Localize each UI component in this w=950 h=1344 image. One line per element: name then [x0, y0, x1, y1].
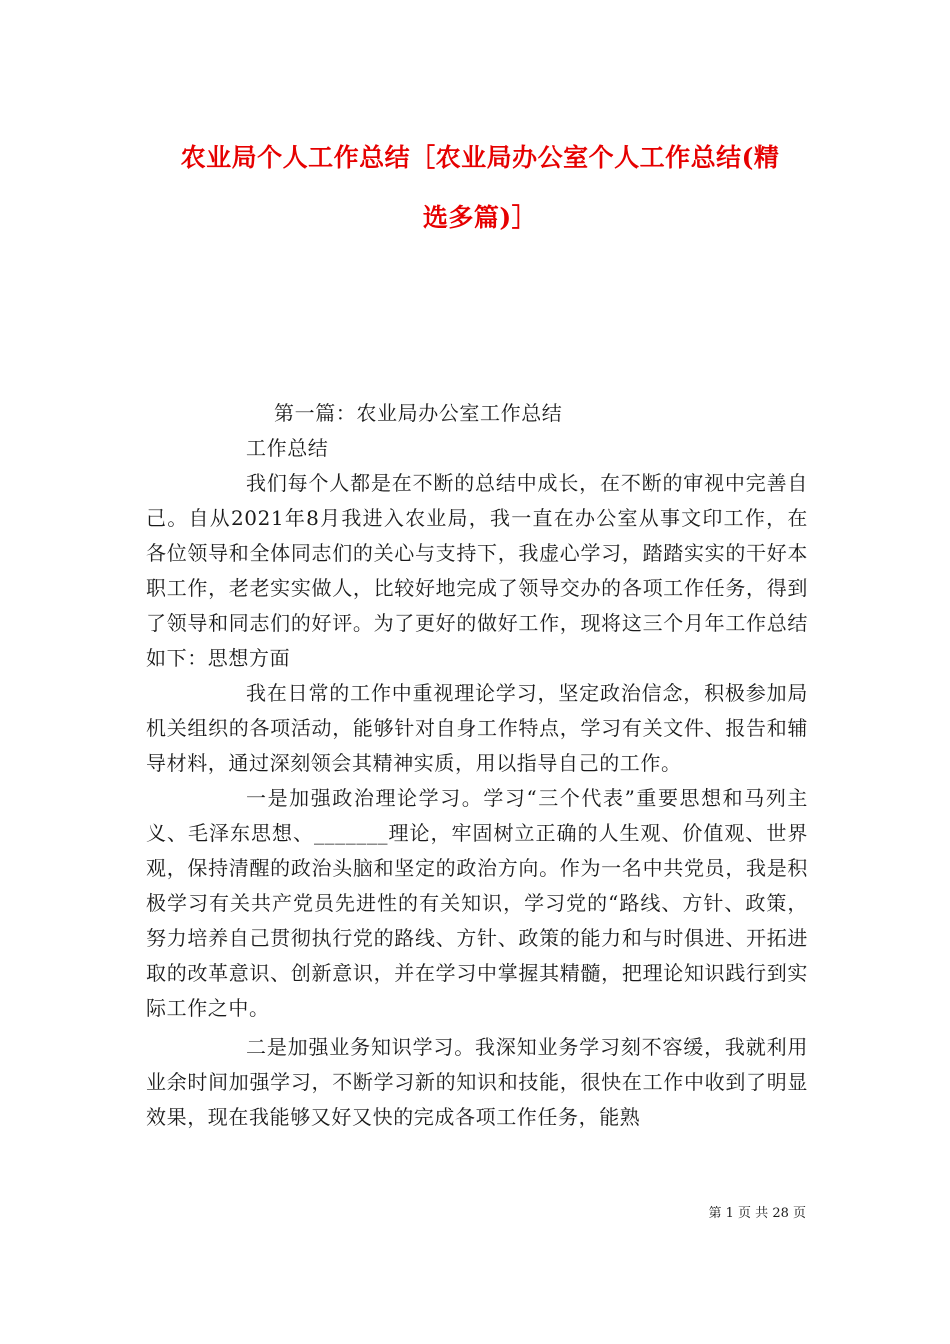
section-subheading: 工作总结	[246, 436, 329, 460]
page-number-footer: 第 1 页 共 28 页	[708, 1206, 806, 1221]
section-heading: 第一篇：农业局办公室工作总结	[274, 401, 563, 425]
paragraph-intro: 我们每个人都是在不断的总结中成长，在不断的审视中完善自己。自从2021年8月我进入农业局，我一直在办公室从事文印工作，在各位领导和全体同志们的关心与支持下，我虚心学习，踏踏实实的干好本职工作，老老实实做人，比较好地完成了领导交办的各项工作任务，得到了领导和同志们的好评。为了更好的做好工作，现将这三个月年工作总结如下：思想方面	[146, 471, 808, 670]
document-title-line-2: 选多篇)］	[422, 203, 538, 232]
document-title	[150, 128, 810, 248]
paragraph-business-study: 二是加强业务知识学习。我深知业务学习刻不容缓，我就利用业余时间加强学习，不断学习新的知识和技能，很快在工作中收到了明显效果，现在我能够又好又快的完成各项工作任务，能熟	[146, 1035, 808, 1129]
paragraph-political-study: 一是加强政治理论学习。学习“三个代表”重要思想和马列主义、毛泽东思想、_______理论，牢固树立正确的人生观、价值观、世界观，保持清醒的政治头脑和坚定的政治方向。作为一名中共党员，我是积极学习有关共产党员先进性的有关知识，学习党的“路线、方针、政策，努力培养自己贯彻执行党的路线、方针、政策的能力和与时俱进、开拓进取的改革意识、创新意识，并在学习中掌握其精髓，把理论知识践行到实际工作之中。	[146, 786, 808, 1020]
paragraph-thought: 我在日常的工作中重视理论学习，坚定政治信念，积极参加局机关组织的各项活动，能够针对自身工作特点，学习有关文件、报告和辅导材料，通过深刻领会其精神实质，用以指导自己的工作。	[146, 681, 808, 775]
document-body	[146, 396, 808, 1135]
document-title-line-1: 农业局个人工作总结［农业局办公室个人工作总结(精	[180, 143, 780, 172]
